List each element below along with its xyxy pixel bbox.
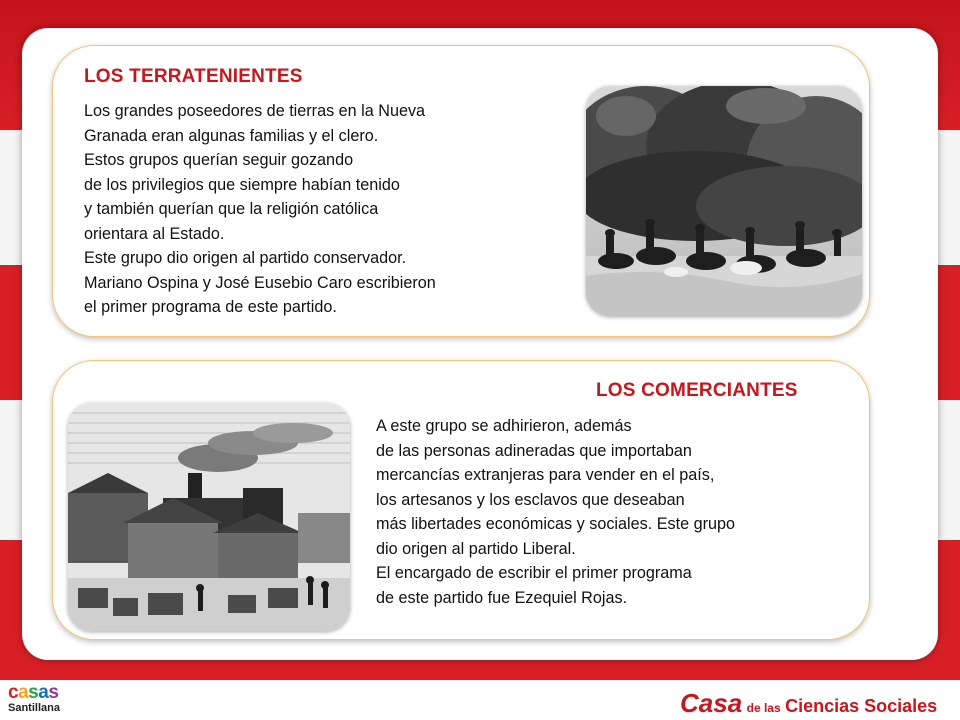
comerciantes-title: LOS COMERCIANTES — [596, 380, 798, 401]
brand-main-text: Casa — [680, 688, 743, 718]
text-line: Este grupo dio origen al partido conservador. — [84, 249, 407, 267]
terratenientes-title: LOS TERRATENIENTES — [84, 66, 303, 87]
text-line: el primer programa de este partido. — [84, 298, 337, 316]
text-line: y también querían que la religión católica — [84, 200, 379, 218]
text-line: los artesanos y los esclavos que deseaban — [376, 490, 685, 509]
text-line: mercancías extranjeras para vender en el país, — [376, 466, 715, 484]
casas-santillana-logo: casas Santillana — [8, 682, 60, 714]
text-line: más libertades económicas y sociales. Este grupo — [376, 515, 735, 533]
text-line: Los grandes poseedores de tierras en la Nueva — [84, 102, 426, 120]
brand-mid-text: de las — [746, 701, 781, 715]
santillana-label: Santillana — [8, 702, 60, 714]
horsemen-engraving-image — [586, 86, 862, 316]
text-line: Granada eran algunas familias y el clero. — [84, 126, 379, 145]
comerciantes-text — [376, 414, 866, 610]
text-line: Mariano Ospina y José Eusebio Caro escribieron — [84, 273, 436, 292]
text-line: El encargado de escribir el primer programa — [376, 564, 692, 582]
casa-ciencias-sociales-logo — [680, 688, 937, 719]
text-line: de este partido fue Ezequiel Rojas. — [376, 588, 628, 607]
text-line: A este grupo se adhirieron, además — [376, 417, 632, 435]
train-market-engraving-image — [68, 403, 350, 631]
text-line: de los privilegios que siempre habían tenido — [84, 175, 400, 194]
text-line: dio origen al partido Liberal. — [376, 539, 576, 558]
brand-end-text: Ciencias Sociales — [785, 696, 938, 716]
text-line: orientara al Estado. — [84, 224, 225, 243]
text-line: Estos grupos querían seguir gozando — [84, 151, 354, 169]
terratenientes-text — [84, 99, 564, 320]
text-line: de las personas adineradas que importaban — [376, 441, 692, 460]
